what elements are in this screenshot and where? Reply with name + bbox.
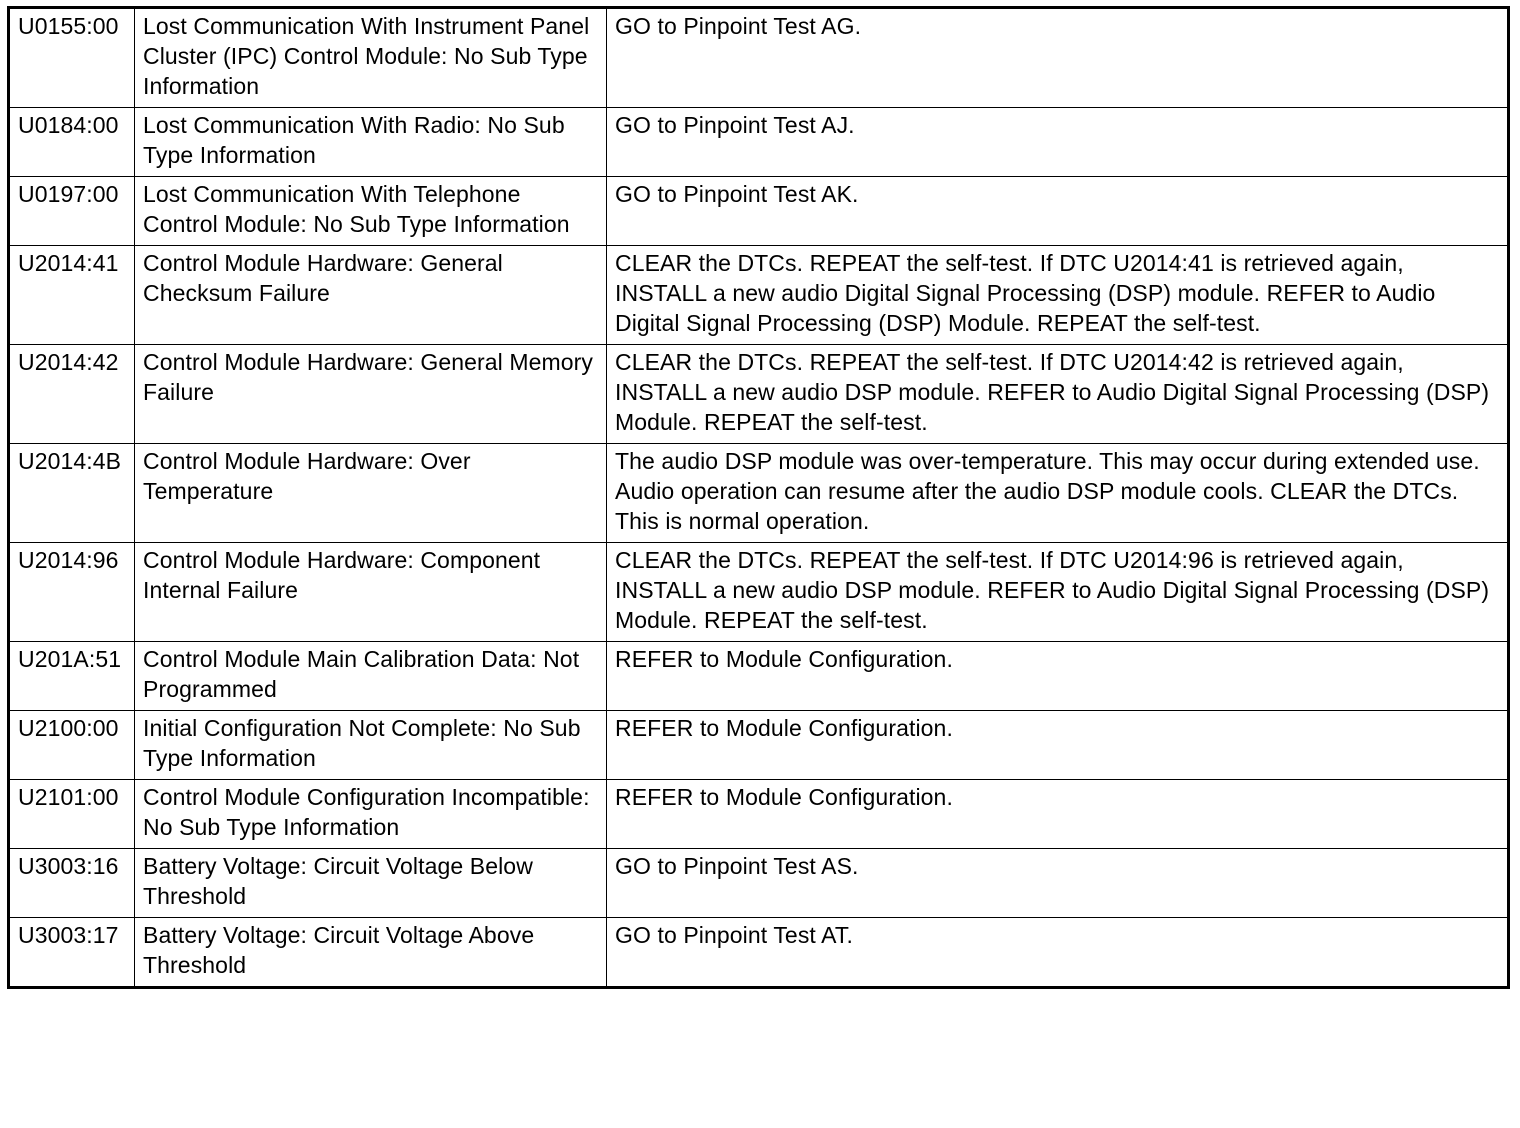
dtc-action: CLEAR the DTCs. REPEAT the self-test. If DTC U2014:42 is retrieved again, INSTALL a new audio DSP module. REFER to Audio Digital Signal Processing (DSP) Module. REPEAT the self-test. [607, 345, 1509, 444]
dtc-action: GO to Pinpoint Test AT. [607, 918, 1509, 988]
dtc-description: Lost Communication With Radio: No Sub Type Information [135, 108, 607, 177]
table-row [9, 711, 1509, 780]
dtc-description: Battery Voltage: Circuit Voltage Above Threshold [135, 918, 607, 988]
dtc-description: Control Module Configuration Incompatible: No Sub Type Information [135, 780, 607, 849]
dtc-code: U2100:00 [9, 711, 135, 780]
table-row [9, 246, 1509, 345]
dtc-action: REFER to Module Configuration. [607, 711, 1509, 780]
dtc-action: CLEAR the DTCs. REPEAT the self-test. If DTC U2014:96 is retrieved again, INSTALL a new audio DSP module. REFER to Audio Digital Signal Processing (DSP) Module. REPEAT the self-test. [607, 543, 1509, 642]
dtc-action: GO to Pinpoint Test AK. [607, 177, 1509, 246]
table-row [9, 780, 1509, 849]
dtc-action: The audio DSP module was over-temperature. This may occur during extended use. Audio operation can resume after the audio DSP module cools. CLEAR the DTCs. This is normal operation. [607, 444, 1509, 543]
dtc-code: U0197:00 [9, 177, 135, 246]
table-row [9, 444, 1509, 543]
dtc-code: U0184:00 [9, 108, 135, 177]
dtc-action: GO to Pinpoint Test AS. [607, 849, 1509, 918]
table-row [9, 642, 1509, 711]
dtc-action: GO to Pinpoint Test AG. [607, 8, 1509, 108]
table-row [9, 8, 1509, 108]
dtc-description: Control Module Hardware: General Checksum Failure [135, 246, 607, 345]
table-row [9, 849, 1509, 918]
table-row [9, 108, 1509, 177]
dtc-code: U2014:42 [9, 345, 135, 444]
dtc-description: Control Module Hardware: Over Temperature [135, 444, 607, 543]
dtc-code: U3003:17 [9, 918, 135, 988]
table-row [9, 345, 1509, 444]
dtc-table [7, 6, 1510, 989]
dtc-code: U2101:00 [9, 780, 135, 849]
dtc-code: U201A:51 [9, 642, 135, 711]
dtc-code: U2014:4B [9, 444, 135, 543]
dtc-code: U3003:16 [9, 849, 135, 918]
dtc-description: Control Module Main Calibration Data: Not Programmed [135, 642, 607, 711]
dtc-action: CLEAR the DTCs. REPEAT the self-test. If DTC U2014:41 is retrieved again, INSTALL a new audio Digital Signal Processing (DSP) module. REFER to Audio Digital Signal Processing (DSP) Module. REPEAT the self-test. [607, 246, 1509, 345]
table-row [9, 177, 1509, 246]
table-row [9, 918, 1509, 988]
dtc-code: U2014:41 [9, 246, 135, 345]
dtc-description: Battery Voltage: Circuit Voltage Below Threshold [135, 849, 607, 918]
dtc-action: REFER to Module Configuration. [607, 642, 1509, 711]
dtc-action: GO to Pinpoint Test AJ. [607, 108, 1509, 177]
table-row [9, 543, 1509, 642]
dtc-action: REFER to Module Configuration. [607, 780, 1509, 849]
dtc-description: Control Module Hardware: Component Internal Failure [135, 543, 607, 642]
dtc-description: Initial Configuration Not Complete: No Sub Type Information [135, 711, 607, 780]
dtc-code: U2014:96 [9, 543, 135, 642]
dtc-description: Control Module Hardware: General Memory Failure [135, 345, 607, 444]
dtc-description: Lost Communication With Telephone Control Module: No Sub Type Information [135, 177, 607, 246]
dtc-description: Lost Communication With Instrument Panel Cluster (IPC) Control Module: No Sub Type Information [135, 8, 607, 108]
dtc-code: U0155:00 [9, 8, 135, 108]
